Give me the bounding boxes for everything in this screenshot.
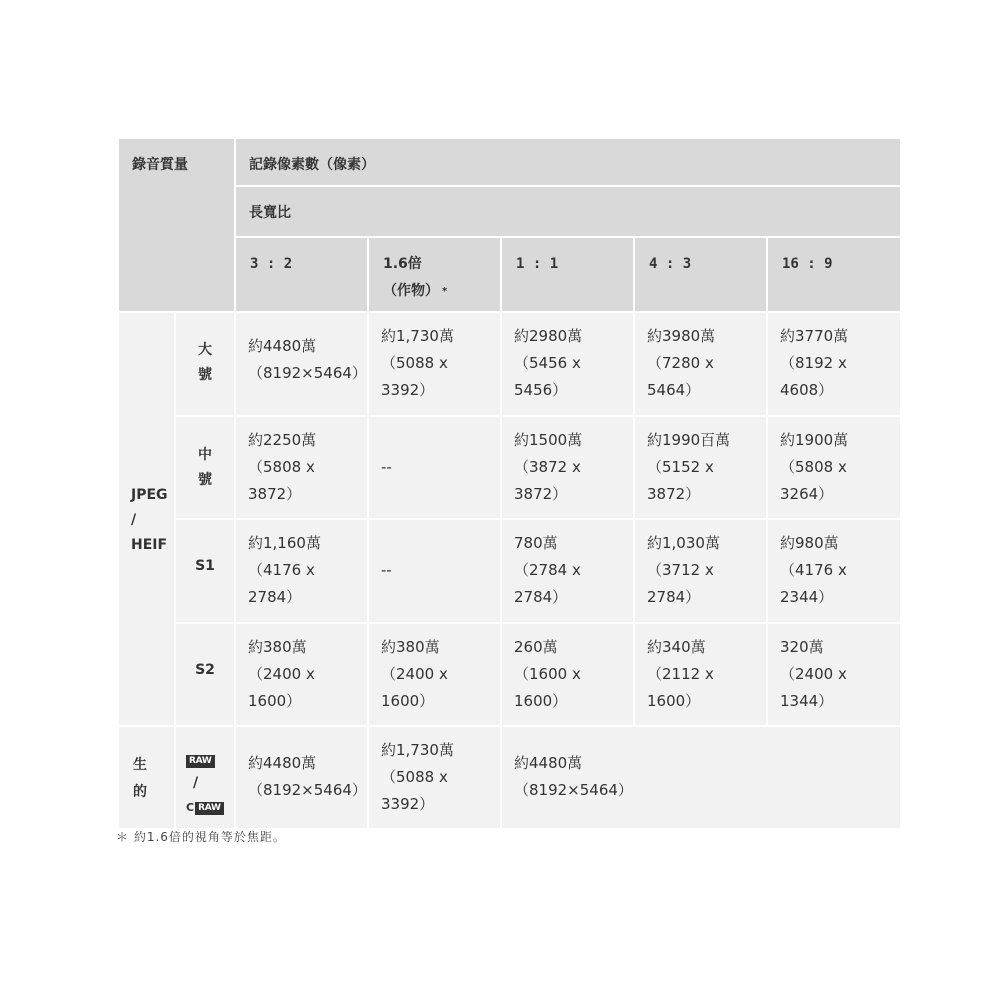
header-pixels-label: 記錄像素數（像素）	[249, 157, 375, 173]
size-s2-cell	[175, 623, 235, 726]
header-aspect-cell	[235, 186, 901, 237]
table-cell: 約4480萬 （8192×5464）	[235, 312, 368, 416]
table-cell: 約1,730萬 （5088 x 3392）	[368, 312, 501, 416]
header-ratio-crop-label: 1.6倍	[383, 256, 422, 272]
table-cell: 約380萬 （2400 x 1600）	[235, 623, 368, 726]
raw-format-icons: RAW / C RAW	[176, 727, 234, 820]
table-cell: 約2980萬 （5456 x 5456）	[501, 312, 634, 416]
group-jpeg-heif-label: JPEG / HEIF	[131, 487, 168, 553]
size-large-label: 大 號	[198, 342, 212, 383]
table-cell: 約1,730萬 （5088 x 3392）	[368, 726, 501, 829]
raw-icon: RAW	[186, 755, 215, 768]
header-quality-cell	[118, 138, 235, 312]
header-ratio-crop	[368, 237, 501, 312]
table-cell: 780萬 （2784 x 2784）	[501, 519, 634, 623]
header-ratio-crop-sub: （作物） *	[383, 283, 448, 299]
header-pixels-cell	[235, 138, 901, 186]
table-cell: 約1900萬 （5808 x 3264）	[767, 416, 901, 519]
raw-format-cell	[175, 726, 235, 829]
group-raw-cell	[118, 726, 175, 829]
craw-icon: C RAW	[186, 796, 224, 820]
asterisk-mark: *	[442, 286, 448, 297]
table-cell: 約1,030萬 （3712 x 2784）	[634, 519, 767, 623]
table-cell: 約2250萬 （5808 x 3872）	[235, 416, 368, 519]
table-cell: 約340萬 （2112 x 1600）	[634, 623, 767, 726]
header-aspect-label: 長寬比	[249, 205, 291, 221]
table-cell: 約1500萬 （3872 x 3872）	[501, 416, 634, 519]
table-cell: 320萬 （2400 x 1344）	[767, 623, 901, 726]
table-cell: 260萬 （1600 x 1600）	[501, 623, 634, 726]
table-cell: 約3770萬 （8192 x 4608）	[767, 312, 901, 416]
size-s1-cell	[175, 519, 235, 623]
header-quality-label: 錄音質量	[132, 157, 188, 173]
table-cell: 約3980萬 （7280 x 5464）	[634, 312, 767, 416]
table-cell: 約380萬 （2400 x 1600）	[368, 623, 501, 726]
recording-quality-table	[117, 137, 902, 830]
header-ratio-3-2: 3 : 2	[235, 237, 368, 312]
size-s1-label: S1	[195, 558, 215, 574]
group-jpeg-heif-cell	[118, 312, 175, 726]
table-cell: --	[368, 519, 501, 623]
table-cell: --	[368, 416, 501, 519]
footnote: ＊ 約1.6倍的視角等於焦距。	[116, 830, 286, 844]
table-cell: 約4480萬 （8192×5464）	[501, 726, 901, 829]
size-large-cell	[175, 312, 235, 416]
table-cell: 約980萬 （4176 x 2344）	[767, 519, 901, 623]
table-cell: 約1990百萬 （5152 x 3872）	[634, 416, 767, 519]
recording-quality-table-wrapper	[117, 137, 900, 830]
table-cell: 約4480萬 （8192×5464）	[235, 726, 368, 829]
header-ratio-4-3: 4 : 3	[634, 237, 767, 312]
table-cell: 約1,160萬 （4176 x 2784）	[235, 519, 368, 623]
size-medium-label: 中 號	[198, 447, 212, 488]
group-raw-label: 生 的	[133, 757, 147, 800]
header-ratio-1-1: 1 : 1	[501, 237, 634, 312]
size-s2-label: S2	[195, 662, 215, 678]
size-medium-cell	[175, 416, 235, 519]
header-ratio-16-9: 16 : 9	[767, 237, 901, 312]
